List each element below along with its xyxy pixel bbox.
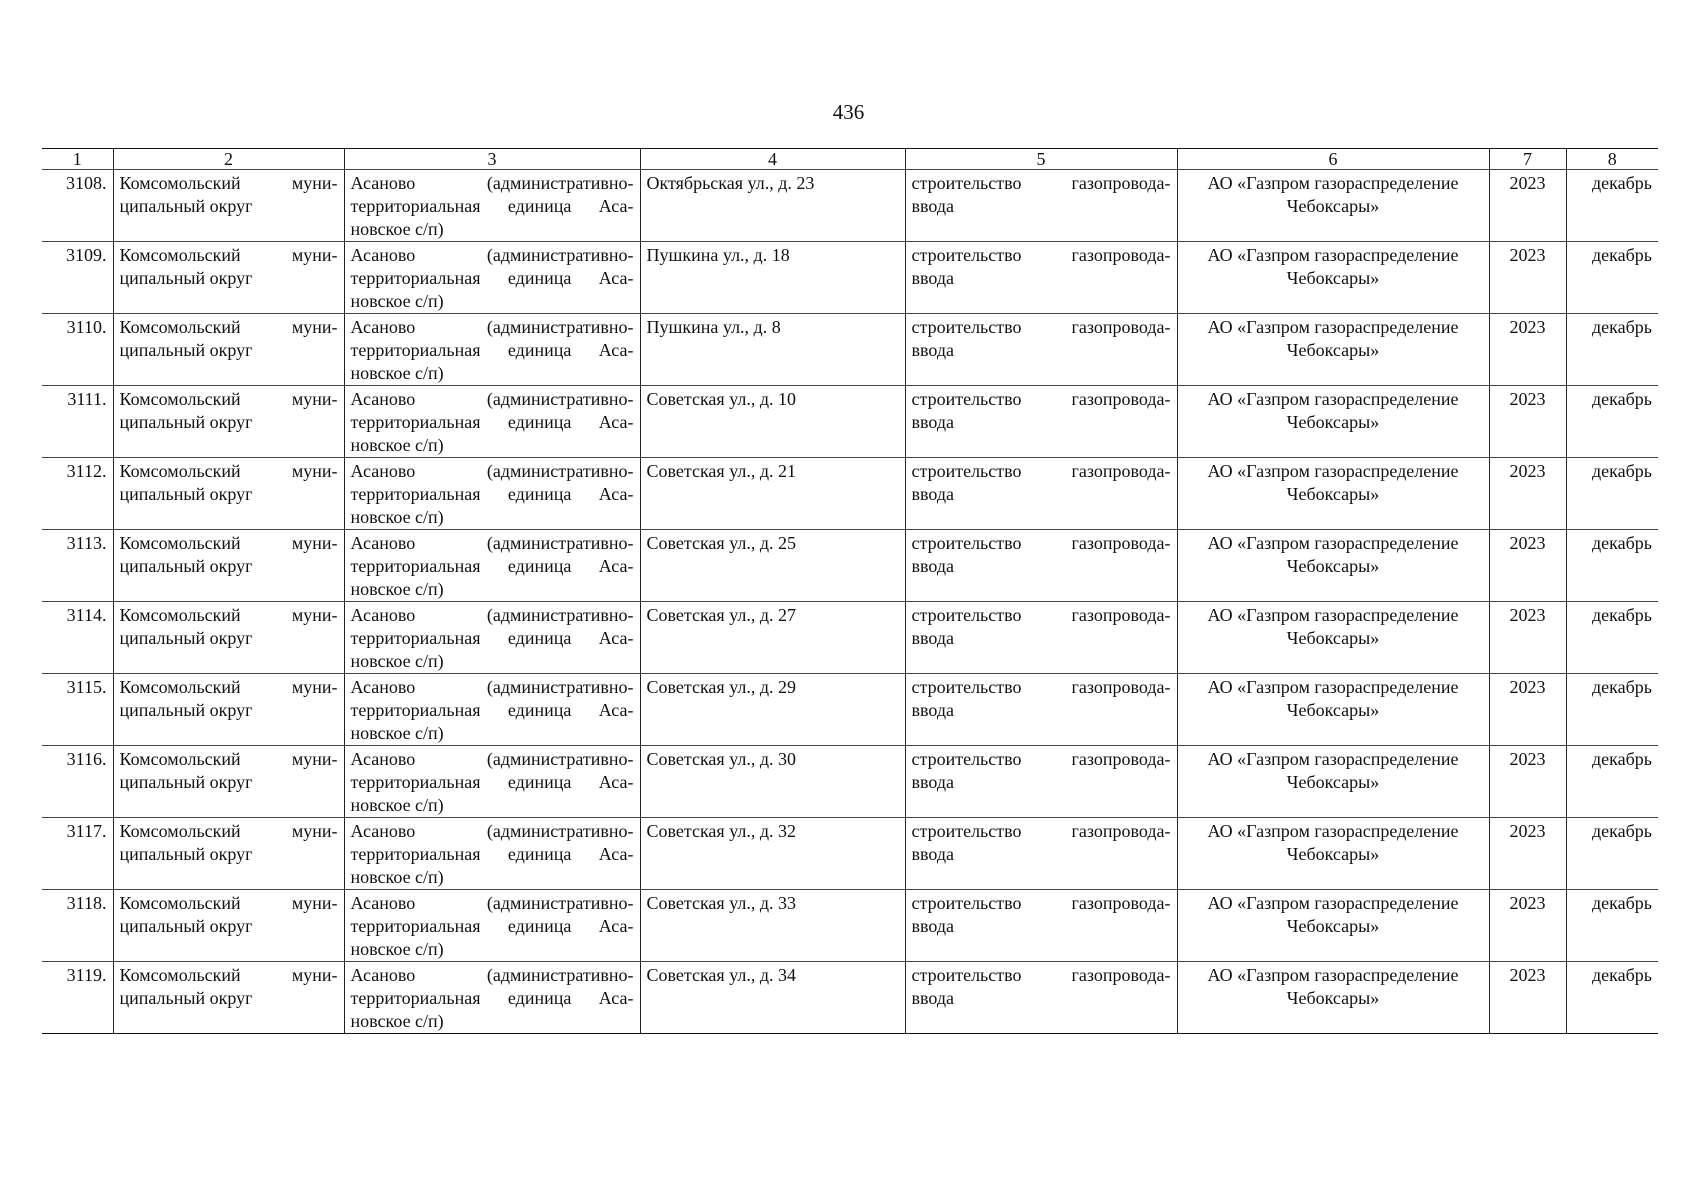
column-header: 3 xyxy=(344,149,640,170)
district-line: Комсомольский муни- xyxy=(119,245,338,265)
work-type-cell xyxy=(905,962,1177,1034)
month-cell: декабрь xyxy=(1566,242,1658,314)
work-line: ввода xyxy=(911,700,955,720)
gasification-register-table xyxy=(42,148,1658,1034)
settlement-line: Асаново (административно- xyxy=(350,317,634,337)
work-type-cell xyxy=(905,530,1177,602)
org-line: АО «Газпром газораспределение xyxy=(1207,317,1459,337)
district-line: Комсомольский муни- xyxy=(119,605,338,625)
org-line: Чебоксары» xyxy=(1286,988,1380,1008)
settlement-line: территориальная единица Аса- xyxy=(350,700,634,720)
district-cell xyxy=(113,602,344,674)
table-row xyxy=(42,602,1658,674)
work-line: строительство газопровода- xyxy=(911,389,1171,409)
work-line: ввода xyxy=(911,412,955,432)
settlement-cell xyxy=(344,170,640,242)
settlement-line: Асаново (административно- xyxy=(350,893,634,913)
work-type-cell xyxy=(905,170,1177,242)
district-line: Комсомольский муни- xyxy=(119,677,338,697)
settlement-line: Асаново (административно- xyxy=(350,533,634,553)
district-cell xyxy=(113,890,344,962)
settlement-cell xyxy=(344,602,640,674)
work-type-cell xyxy=(905,314,1177,386)
district-cell xyxy=(113,674,344,746)
district-cell xyxy=(113,386,344,458)
district-cell xyxy=(113,170,344,242)
settlement-line: новское с/п) xyxy=(350,651,444,671)
year-cell: 2023 xyxy=(1489,818,1566,890)
row-number: 3113. xyxy=(42,530,113,602)
district-line: Комсомольский муни- xyxy=(119,965,338,985)
address-cell: Советская ул., д. 33 xyxy=(640,890,905,962)
address-cell: Пушкина ул., д. 8 xyxy=(640,314,905,386)
settlement-line: Асаново (административно- xyxy=(350,389,634,409)
district-line: ципальный округ xyxy=(119,844,253,864)
organization-cell xyxy=(1177,890,1489,962)
row-number: 3118. xyxy=(42,890,113,962)
settlement-cell xyxy=(344,386,640,458)
district-line: ципальный округ xyxy=(119,196,253,216)
district-line: ципальный округ xyxy=(119,700,253,720)
settlement-line: территориальная единица Аса- xyxy=(350,340,634,360)
month-cell: декабрь xyxy=(1566,746,1658,818)
month-cell: декабрь xyxy=(1566,314,1658,386)
organization-cell xyxy=(1177,818,1489,890)
settlement-cell xyxy=(344,746,640,818)
settlement-line: территориальная единица Аса- xyxy=(350,556,634,576)
org-line: Чебоксары» xyxy=(1286,556,1380,576)
row-number: 3119. xyxy=(42,962,113,1034)
row-number: 3109. xyxy=(42,242,113,314)
work-line: строительство газопровода- xyxy=(911,173,1171,193)
column-header: 6 xyxy=(1177,149,1489,170)
address-cell: Советская ул., д. 30 xyxy=(640,746,905,818)
address-cell: Советская ул., д. 25 xyxy=(640,530,905,602)
table-row xyxy=(42,530,1658,602)
district-line: Комсомольский муни- xyxy=(119,461,338,481)
month-cell: декабрь xyxy=(1566,170,1658,242)
district-cell xyxy=(113,314,344,386)
org-line: АО «Газпром газораспределение xyxy=(1207,533,1459,553)
work-line: строительство газопровода- xyxy=(911,821,1171,841)
address-cell: Советская ул., д. 32 xyxy=(640,818,905,890)
district-cell xyxy=(113,458,344,530)
address-cell: Советская ул., д. 10 xyxy=(640,386,905,458)
month-cell: декабрь xyxy=(1566,674,1658,746)
work-type-cell xyxy=(905,890,1177,962)
org-line: Чебоксары» xyxy=(1286,628,1380,648)
settlement-line: Асаново (административно- xyxy=(350,749,634,769)
work-type-cell xyxy=(905,386,1177,458)
column-header: 7 xyxy=(1489,149,1566,170)
organization-cell xyxy=(1177,674,1489,746)
org-line: АО «Газпром газораспределение xyxy=(1207,677,1459,697)
org-line: Чебоксары» xyxy=(1286,340,1380,360)
work-type-cell xyxy=(905,746,1177,818)
row-number: 3116. xyxy=(42,746,113,818)
district-cell xyxy=(113,242,344,314)
year-cell: 2023 xyxy=(1489,674,1566,746)
column-header: 4 xyxy=(640,149,905,170)
work-line: ввода xyxy=(911,988,955,1008)
work-line: строительство газопровода- xyxy=(911,605,1171,625)
district-line: Комсомольский муни- xyxy=(119,821,338,841)
address-cell: Октябрьская ул., д. 23 xyxy=(640,170,905,242)
org-line: АО «Газпром газораспределение xyxy=(1207,461,1459,481)
row-number: 3112. xyxy=(42,458,113,530)
org-line: АО «Газпром газораспределение xyxy=(1207,821,1459,841)
district-line: Комсомольский муни- xyxy=(119,533,338,553)
year-cell: 2023 xyxy=(1489,314,1566,386)
settlement-line: Асаново (административно- xyxy=(350,461,634,481)
organization-cell xyxy=(1177,242,1489,314)
settlement-line: территориальная единица Аса- xyxy=(350,484,634,504)
work-line: ввода xyxy=(911,484,955,504)
settlement-cell xyxy=(344,890,640,962)
month-cell: декабрь xyxy=(1566,962,1658,1034)
work-line: строительство газопровода- xyxy=(911,965,1171,985)
year-cell: 2023 xyxy=(1489,170,1566,242)
address-cell: Пушкина ул., д. 18 xyxy=(640,242,905,314)
year-cell: 2023 xyxy=(1489,962,1566,1034)
org-line: АО «Газпром газораспределение xyxy=(1207,245,1459,265)
settlement-line: новское с/п) xyxy=(350,435,444,455)
settlement-line: территориальная единица Аса- xyxy=(350,412,634,432)
work-line: строительство газопровода- xyxy=(911,461,1171,481)
district-line: ципальный округ xyxy=(119,988,253,1008)
settlement-cell xyxy=(344,242,640,314)
column-number-row xyxy=(42,149,1658,170)
district-line: ципальный округ xyxy=(119,556,253,576)
settlement-cell xyxy=(344,962,640,1034)
work-type-cell xyxy=(905,674,1177,746)
settlement-line: новское с/п) xyxy=(350,291,444,311)
settlement-line: территориальная единица Аса- xyxy=(350,268,634,288)
month-cell: декабрь xyxy=(1566,458,1658,530)
settlement-line: Асаново (административно- xyxy=(350,677,634,697)
settlement-line: Асаново (административно- xyxy=(350,605,634,625)
settlement-line: территориальная единица Аса- xyxy=(350,196,634,216)
table-row xyxy=(42,314,1658,386)
org-line: Чебоксары» xyxy=(1286,484,1380,504)
work-line: строительство газопровода- xyxy=(911,749,1171,769)
work-line: ввода xyxy=(911,340,955,360)
month-cell: декабрь xyxy=(1566,386,1658,458)
work-line: ввода xyxy=(911,196,955,216)
table-row xyxy=(42,386,1658,458)
column-header: 2 xyxy=(113,149,344,170)
work-line: строительство газопровода- xyxy=(911,533,1171,553)
settlement-cell xyxy=(344,314,640,386)
work-type-cell xyxy=(905,818,1177,890)
district-line: Комсомольский муни- xyxy=(119,893,338,913)
work-line: ввода xyxy=(911,916,955,936)
settlement-cell xyxy=(344,818,640,890)
work-line: ввода xyxy=(911,772,955,792)
settlement-cell xyxy=(344,530,640,602)
settlement-line: новское с/п) xyxy=(350,579,444,599)
district-cell xyxy=(113,530,344,602)
work-line: ввода xyxy=(911,556,955,576)
settlement-line: новское с/п) xyxy=(350,867,444,887)
year-cell: 2023 xyxy=(1489,386,1566,458)
district-line: ципальный округ xyxy=(119,484,253,504)
settlement-line: новское с/п) xyxy=(350,507,444,527)
settlement-cell xyxy=(344,458,640,530)
organization-cell xyxy=(1177,746,1489,818)
row-number: 3117. xyxy=(42,818,113,890)
org-line: Чебоксары» xyxy=(1286,700,1380,720)
organization-cell xyxy=(1177,458,1489,530)
table-row xyxy=(42,242,1658,314)
month-cell: декабрь xyxy=(1566,602,1658,674)
organization-cell xyxy=(1177,314,1489,386)
work-type-cell xyxy=(905,242,1177,314)
table-row xyxy=(42,170,1658,242)
settlement-line: территориальная единица Аса- xyxy=(350,916,634,936)
year-cell: 2023 xyxy=(1489,890,1566,962)
district-line: ципальный округ xyxy=(119,340,253,360)
year-cell: 2023 xyxy=(1489,602,1566,674)
work-line: строительство газопровода- xyxy=(911,317,1171,337)
org-line: Чебоксары» xyxy=(1286,916,1380,936)
settlement-line: территориальная единица Аса- xyxy=(350,628,634,648)
district-line: ципальный округ xyxy=(119,772,253,792)
org-line: АО «Газпром газораспределение xyxy=(1207,965,1459,985)
column-header: 8 xyxy=(1566,149,1658,170)
org-line: Чебоксары» xyxy=(1286,412,1380,432)
org-line: АО «Газпром газораспределение xyxy=(1207,893,1459,913)
work-line: строительство газопровода- xyxy=(911,677,1171,697)
year-cell: 2023 xyxy=(1489,458,1566,530)
settlement-cell xyxy=(344,674,640,746)
settlement-line: территориальная единица Аса- xyxy=(350,844,634,864)
settlement-line: новское с/п) xyxy=(350,363,444,383)
organization-cell xyxy=(1177,602,1489,674)
settlement-line: Асаново (административно- xyxy=(350,173,634,193)
district-line: ципальный округ xyxy=(119,628,253,648)
row-number: 3111. xyxy=(42,386,113,458)
work-type-cell xyxy=(905,602,1177,674)
district-line: Комсомольский муни- xyxy=(119,317,338,337)
row-number: 3115. xyxy=(42,674,113,746)
address-cell: Советская ул., д. 29 xyxy=(640,674,905,746)
address-cell: Советская ул., д. 21 xyxy=(640,458,905,530)
column-header: 5 xyxy=(905,149,1177,170)
work-line: ввода xyxy=(911,268,955,288)
organization-cell xyxy=(1177,170,1489,242)
column-header: 1 xyxy=(42,149,113,170)
table-row xyxy=(42,818,1658,890)
month-cell: декабрь xyxy=(1566,530,1658,602)
row-number: 3114. xyxy=(42,602,113,674)
organization-cell xyxy=(1177,386,1489,458)
district-cell xyxy=(113,962,344,1034)
address-cell: Советская ул., д. 27 xyxy=(640,602,905,674)
district-cell xyxy=(113,746,344,818)
organization-cell xyxy=(1177,962,1489,1034)
work-line: ввода xyxy=(911,628,955,648)
district-line: Комсомольский муни- xyxy=(119,173,338,193)
month-cell: декабрь xyxy=(1566,890,1658,962)
settlement-line: Асаново (административно- xyxy=(350,965,634,985)
settlement-line: новское с/п) xyxy=(350,723,444,743)
year-cell: 2023 xyxy=(1489,530,1566,602)
settlement-line: новское с/п) xyxy=(350,1011,444,1031)
row-number: 3108. xyxy=(42,170,113,242)
work-line: строительство газопровода- xyxy=(911,893,1171,913)
organization-cell xyxy=(1177,530,1489,602)
settlement-line: новское с/п) xyxy=(350,939,444,959)
district-cell xyxy=(113,818,344,890)
org-line: АО «Газпром газораспределение xyxy=(1207,389,1459,409)
district-line: ципальный округ xyxy=(119,412,253,432)
table-row xyxy=(42,962,1658,1034)
work-line: строительство газопровода- xyxy=(911,245,1171,265)
settlement-line: территориальная единица Аса- xyxy=(350,772,634,792)
district-line: ципальный округ xyxy=(119,268,253,288)
settlement-line: новское с/п) xyxy=(350,795,444,815)
district-line: Комсомольский муни- xyxy=(119,389,338,409)
address-cell: Советская ул., д. 34 xyxy=(640,962,905,1034)
settlement-line: территориальная единица Аса- xyxy=(350,988,634,1008)
settlement-line: Асаново (административно- xyxy=(350,245,634,265)
district-line: Комсомольский муни- xyxy=(119,749,338,769)
month-cell: декабрь xyxy=(1566,818,1658,890)
page-number: 436 xyxy=(832,100,865,124)
table-row xyxy=(42,746,1658,818)
work-line: ввода xyxy=(911,844,955,864)
year-cell: 2023 xyxy=(1489,242,1566,314)
row-number: 3110. xyxy=(42,314,113,386)
org-line: Чебоксары» xyxy=(1286,196,1380,216)
table-row xyxy=(42,674,1658,746)
org-line: Чебоксары» xyxy=(1286,844,1380,864)
org-line: АО «Газпром газораспределение xyxy=(1207,173,1459,193)
work-type-cell xyxy=(905,458,1177,530)
org-line: Чебоксары» xyxy=(1286,772,1380,792)
settlement-line: Асаново (административно- xyxy=(350,821,634,841)
org-line: АО «Газпром газораспределение xyxy=(1207,749,1459,769)
org-line: АО «Газпром газораспределение xyxy=(1207,605,1459,625)
settlement-line: новское с/п) xyxy=(350,219,444,239)
table-row xyxy=(42,458,1658,530)
org-line: Чебоксары» xyxy=(1286,268,1380,288)
table-row xyxy=(42,890,1658,962)
district-line: ципальный округ xyxy=(119,916,253,936)
year-cell: 2023 xyxy=(1489,746,1566,818)
